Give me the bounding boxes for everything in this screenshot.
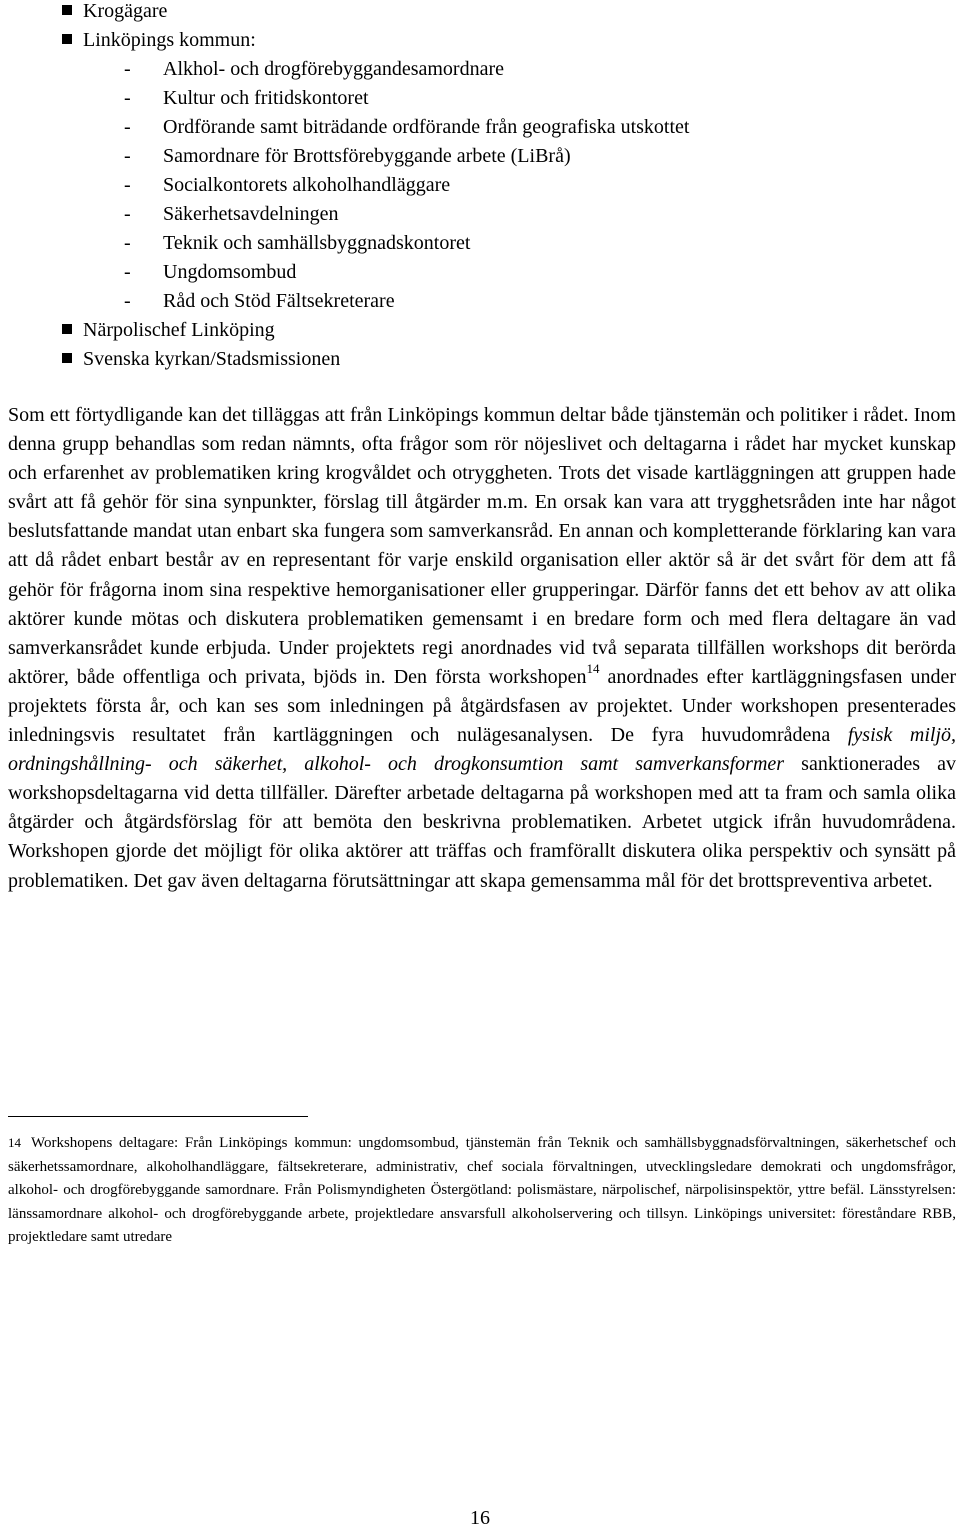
list-item-text: Krogägare	[83, 0, 168, 22]
footnote-divider	[8, 1116, 308, 1117]
sub-list-item-text: Råd och Stöd Fältsekreterare	[163, 290, 395, 312]
dash-marker: -	[124, 232, 131, 254]
footnote-text: Workshopens deltagare: Från Linköpings kommun: ungdomsombud, tjänstemän från Teknik och samhällsbyggnadsförvaltningen, säkerhetschef och säkerhetssamordnare, alkoholhandläggare, fältsekreterare, administrativ, chef sociala förvaltningen, utvecklingsledare demokrati och ungdomsfrågor, alkohol- och drogförebyggande samordnare. Från Polismyndigheten Östergötland: polismästare, närpolischef, närpolisinspektör, yttre befäl. Länsstyrelsen: länssamordnare alkohol- och drogförebyggande arbete, projektledare ansvarsfull alkoholservering och tillsyn. Linköpings universitet: föreståndare RBB, projektledare samt utredare	[8, 1135, 956, 1245]
sub-list-item-text: Säkerhetsavdelningen	[163, 203, 339, 225]
dash-marker: -	[124, 290, 131, 312]
sub-list-item-text: Alkhol- och drogförebyggandesamordnare	[163, 58, 504, 80]
square-bullet-icon	[62, 34, 72, 44]
square-bullet-icon	[62, 353, 72, 363]
dash-marker: -	[124, 145, 131, 167]
sub-list-item-text: Ordförande samt biträdande ordförande från geografiska utskottet	[163, 116, 690, 138]
focus-areas-text: fysisk miljö, ordningshållning- och säkerhet, alkohol- och drogkonsumtion samt samverkansformer	[8, 724, 957, 776]
paragraph-text: Som ett förtydligande kan det tilläggas att från Linköpings kommun deltar både tjänstemän och politiker i rådet. Inom denna grupp behandlas som redan nämnts, ofta frågor som rör nöjeslivet och deltagarna i rådet har mycket kunskap och erfarenhet av problematiken kring krogvåldet och otryggheten. Trots det visade kartläggningen att gruppen hade svårt att få gehör för sina synpunkter, förslag till åtgärder m.m. En orsak kan vara att trygghetsråden inte har något beslutsfattande mandat utan enbart ska fungera som samverkansråd. En annan och kompletterande förklaring kan vara att då rådet enbart består av en representant för varje enskild organisation eller aktör så är det svårt för dem att få gehör för frågorna inom sina respektive hemorganisationer eller grupperingar. Därför fanns det ett behov av att olika aktörer kunde mötas och diskutera problematiken gemensamt i en bredare form och med flera deltagare än vad samverkansrådet kunde erbjuda. Under projektets regi anordnades vid två separata tillfällen workshops dit berörda aktörer, både offentliga och privata, bjöds in. Den första workshopen	[8, 404, 956, 688]
dash-marker: -	[124, 87, 131, 109]
dash-marker: -	[124, 261, 131, 283]
dash-marker: -	[124, 58, 131, 80]
footnote-reference[interactable]: 14	[586, 661, 600, 677]
sub-list-item-text: Ungdomsombud	[163, 261, 297, 283]
list-item-text: Linköpings kommun:	[83, 29, 256, 51]
sub-list-item-text: Socialkontorets alkoholhandläggare	[163, 174, 451, 196]
page-number: 16	[470, 1507, 490, 1529]
footnote-number: 14	[8, 1135, 21, 1150]
list-item-text: Närpolischef Linköping	[83, 319, 275, 341]
paragraph-text: anordnades efter kartläggningsfasen under projektets första år, och kan ses som inledningen på åtgärdsfasen av projektet. Under workshopen presenterades inledningsvis resultatet från kartläggningen och nulägesanalysen. De fyra huvudområdena	[8, 665, 957, 747]
square-bullet-icon	[62, 324, 72, 334]
sub-list-item-text: Kultur och fritidskontoret	[163, 87, 369, 109]
footnote	[8, 1131, 956, 1250]
paragraph-text: sanktionerades av workshopsdeltagarna vid detta tillfäller. Därefter arbetade deltagarna på workshopen med att ta fram och samla olika åtgärder och åtgärdsförslag för att bemöta den beskrivna problematiken. Arbetet utgick ifrån huvudområdena. Workshopen gjorde det möjligt för olika aktörer att träffas och framförallt diskutera olika perspektiv och synsätt på problematiken. Det gav även deltagarna förutsättningar att skapa gemensamma mål för det brottspreventiva arbetet.	[8, 753, 956, 892]
sub-list-item-text: Teknik och samhällsbyggnadskontoret	[163, 232, 471, 254]
dash-marker: -	[124, 174, 131, 196]
dash-marker: -	[124, 203, 131, 225]
square-bullet-icon	[62, 5, 72, 15]
list-item-text: Svenska kyrkan/Stadsmissionen	[83, 348, 341, 370]
body-paragraph	[8, 401, 956, 896]
dash-marker: -	[124, 116, 131, 138]
sub-list-item-text: Samordnare för Brottsförebyggande arbete (LiBrå)	[163, 145, 571, 167]
